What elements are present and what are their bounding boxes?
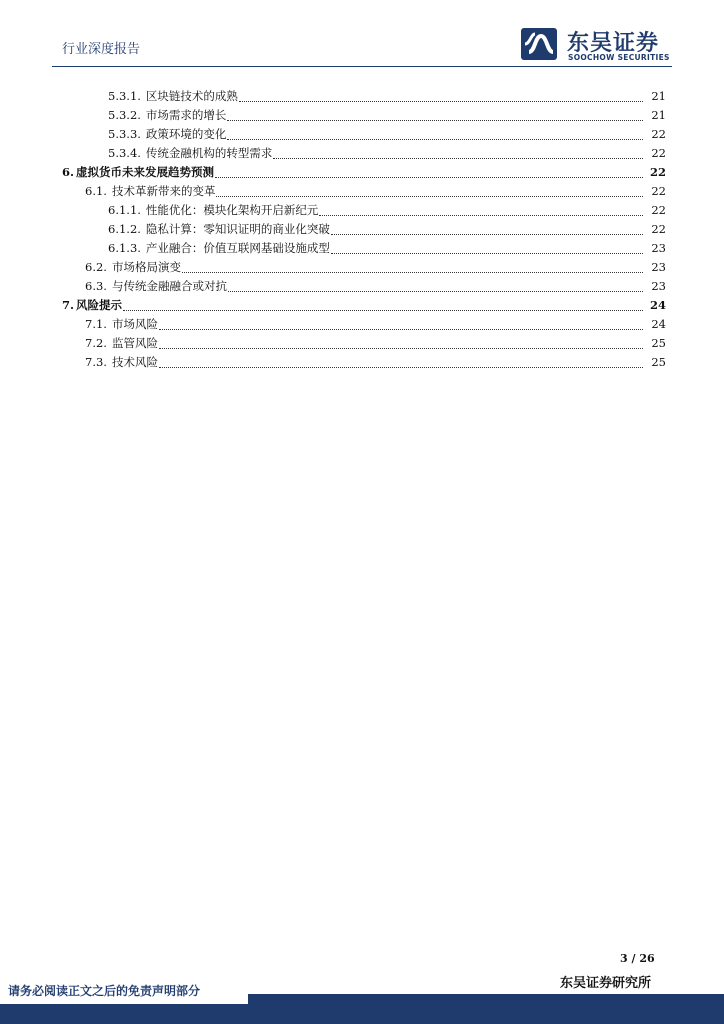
toc-entry-page: 22 xyxy=(651,127,666,141)
toc-leader-dots xyxy=(227,127,643,140)
toc-leader-dots xyxy=(227,108,643,121)
table-of-contents xyxy=(0,87,724,372)
toc-entry-title: 产业融合：价值互联网基础设施成型 xyxy=(145,241,330,255)
toc-entry-page: 21 xyxy=(651,108,666,122)
report-category: 行业深度报告 xyxy=(62,42,141,57)
toc-entry-title: 市场需求的增长 xyxy=(145,108,227,122)
toc-entry-title: 市场风险 xyxy=(111,317,158,331)
toc-entry-number: 5.3.2. xyxy=(108,108,141,122)
toc-entry-page: 25 xyxy=(651,336,666,350)
toc-entry-number: 5.3.4. xyxy=(108,146,141,160)
header-divider xyxy=(52,66,672,67)
toc-entry-page: 22 xyxy=(651,222,666,236)
toc-entry[interactable] xyxy=(0,163,666,182)
toc-entry-page: 22 xyxy=(651,146,666,160)
toc-entry[interactable] xyxy=(0,277,666,296)
toc-entry-title: 性能优化：模块化架构开启新纪元 xyxy=(145,203,319,217)
toc-entry-number: 7.3. xyxy=(85,355,107,369)
toc-entry[interactable] xyxy=(0,220,666,239)
toc-entry-page: 24 xyxy=(651,317,666,331)
toc-leader-dots xyxy=(331,222,643,235)
toc-entry-page: 22 xyxy=(651,184,666,198)
toc-entry[interactable] xyxy=(0,106,666,125)
toc-entry[interactable] xyxy=(0,87,666,106)
toc-entry[interactable] xyxy=(0,334,666,353)
toc-entry[interactable] xyxy=(0,182,666,201)
toc-entry-page: 22 xyxy=(651,203,666,217)
toc-entry-page: 22 xyxy=(649,165,666,179)
toc-entry-number: 5.3.3. xyxy=(108,127,141,141)
toc-entry-title: 风险提示 xyxy=(76,298,123,312)
toc-entry[interactable] xyxy=(0,258,666,277)
toc-entry-page: 23 xyxy=(651,279,666,293)
toc-leader-dots xyxy=(182,260,643,273)
toc-entry-page: 24 xyxy=(649,298,666,312)
toc-entry[interactable] xyxy=(0,125,666,144)
toc-entry-title: 区块链技术的成熟 xyxy=(145,89,238,103)
toc-entry-number: 7.2. xyxy=(85,336,107,350)
toc-entry-number: 6.1.2. xyxy=(108,222,141,236)
footer-organization: 东吴证券研究所 xyxy=(560,976,652,991)
toc-entry-number: 6.1.3. xyxy=(108,241,141,255)
toc-entry[interactable] xyxy=(0,239,666,258)
toc-leader-dots xyxy=(319,203,643,216)
toc-entry-number: 6.3. xyxy=(85,279,107,293)
toc-entry-title: 传统金融机构的转型需求 xyxy=(145,146,273,160)
page-indicator: 3 / 26 xyxy=(620,952,655,965)
toc-entry[interactable] xyxy=(0,315,666,334)
toc-leader-dots xyxy=(228,279,643,292)
toc-leader-dots xyxy=(159,355,643,368)
toc-leader-dots xyxy=(331,241,643,254)
company-logo xyxy=(521,26,681,66)
toc-entry[interactable] xyxy=(0,296,666,315)
toc-entry-page: 25 xyxy=(651,355,666,369)
toc-entry-title: 技术革新带来的变革 xyxy=(111,184,216,198)
toc-leader-dots xyxy=(216,184,643,197)
toc-entry[interactable] xyxy=(0,201,666,220)
logo-chinese-name: 东吴证券 xyxy=(567,31,660,56)
toc-entry-page: 23 xyxy=(651,260,666,274)
toc-entry-title: 政策环境的变化 xyxy=(145,127,227,141)
toc-entry-number: 6.1. xyxy=(85,184,107,198)
toc-entry-title: 技术风险 xyxy=(111,355,158,369)
toc-entry[interactable] xyxy=(0,353,666,372)
toc-entry-title: 隐私计算：零知识证明的商业化突破 xyxy=(145,222,330,236)
toc-entry-number: 6.2. xyxy=(85,260,107,274)
toc-entry[interactable] xyxy=(0,144,666,163)
toc-leader-dots xyxy=(123,298,643,311)
toc-entry-title: 监管风险 xyxy=(111,336,158,350)
logo-mark-icon xyxy=(521,26,561,62)
toc-leader-dots xyxy=(239,89,643,102)
toc-entry-number: 7.1. xyxy=(85,317,107,331)
toc-entry-number: 5.3.1. xyxy=(108,89,141,103)
logo-english-name: SOOCHOW SECURITIES xyxy=(568,53,670,62)
toc-leader-dots xyxy=(159,336,643,349)
toc-entry-title: 虚拟货币未来发展趋势预测 xyxy=(76,165,215,179)
toc-entry-number: 7. xyxy=(62,298,75,312)
toc-entry-number: 6.1.1. xyxy=(108,203,141,217)
toc-entry-page: 21 xyxy=(651,89,666,103)
toc-leader-dots xyxy=(215,165,643,178)
toc-leader-dots xyxy=(159,317,643,330)
disclaimer-notice: 请务必阅读正文之后的免责声明部分 xyxy=(0,978,248,1004)
toc-leader-dots xyxy=(273,146,643,159)
toc-entry-title: 与传统金融融合或对抗 xyxy=(111,279,227,293)
toc-entry-page: 23 xyxy=(651,241,666,255)
toc-entry-title: 市场格局演变 xyxy=(111,260,181,274)
toc-entry-number: 6. xyxy=(62,165,75,179)
